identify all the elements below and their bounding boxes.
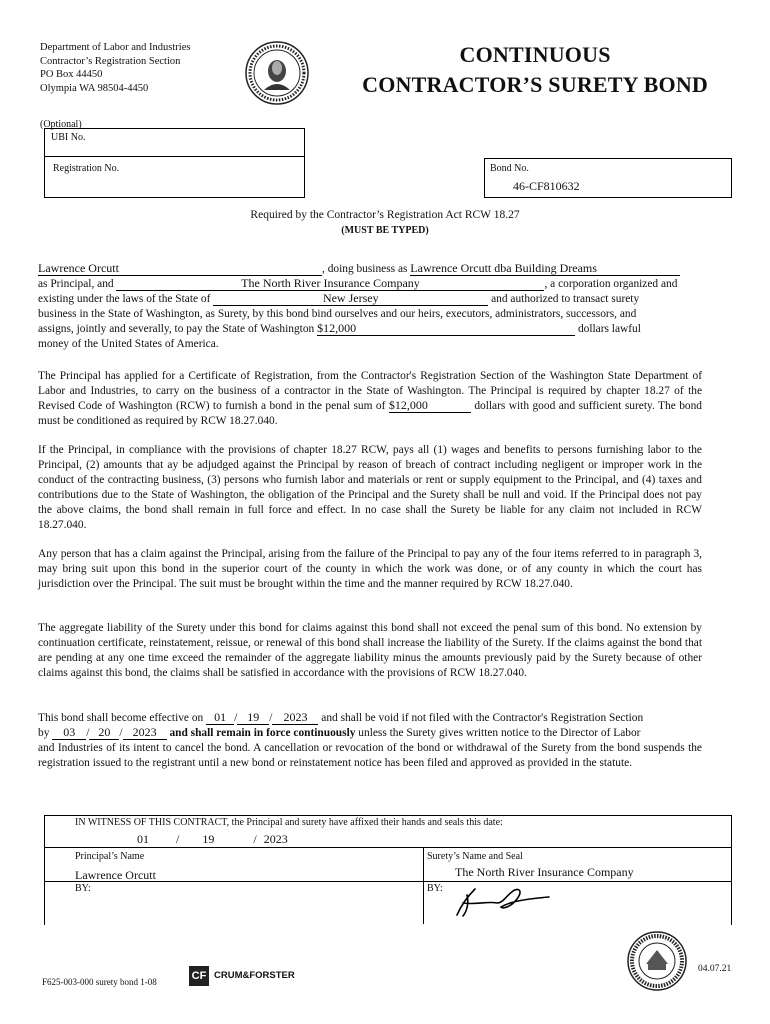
paragraph-application: [38, 369, 702, 429]
bond-number: 46-CF810632: [513, 179, 580, 193]
bond-amount: $12,000: [317, 322, 575, 336]
surety-label: Surety’s Name and Seal: [427, 851, 523, 862]
company-name: CRUM&FORSTER: [214, 970, 295, 981]
id-box: [44, 128, 305, 198]
dba-name: Lawrence Orcutt dba Building Dreams: [410, 262, 680, 276]
authorized-text: and authorized to transact surety: [491, 293, 640, 305]
p1-text-end: dollars with good and sufficient surety. The bond must be conditioned as required by RCW 18.27.040.: [38, 400, 702, 427]
witness-text: IN WITNESS OF THIS CONTRACT, the Principal and surety have affixed their hands and seals this date:: [75, 817, 503, 828]
existing-text: existing under the laws of the State of: [38, 293, 211, 305]
paragraph-conditions: If the Principal, in compliance with the provisions of chapter 18.27 RCW, pays all (1) wages and benefits to persons furnishing labor to the Principal, (2) amounts that ay be adjudged against the Principal by reason of breach of contract including negligent or improper work in the conduct of the contracting business, (3) persons who furnish labor and materials or rent or supply equipment to the Principal, and (4) taxes and contributions due to the State of Washington, the obligation of the Principal and the Surety shall be null and void. If the Principal does not pay the above claims, the bond shall remain in full force and effect. In no case shall the Surety be liable for any claim not included in RCW 18.27.040.: [38, 444, 702, 531]
optional-label: (Optional): [40, 119, 82, 130]
principal-label: Principal’s Name: [75, 851, 145, 862]
principal-signer-name: Lawrence Orcutt: [75, 868, 156, 882]
agency-address: [40, 41, 190, 95]
bond-number-box: [484, 158, 732, 198]
file-by-month: 03: [52, 726, 86, 740]
document-title: [362, 40, 708, 100]
paragraph-effective: This bond shall become effective on 01 / 19 / 2023 and shall be void if not filed with the Contractor's Registration Section by 03 / 20 / 2023 and shall remain in force continuously unless the Surety gives written notice to the Director of Labor and Industries of its intent to cancel the bond. A cancellation or revocation of the bond or withdrawal of the Surety from the bond suspends the registration issued to the registrant until a new bond or reinstatement notice has been filed and approved as provided in the statute.: [38, 710, 702, 769]
effective-year: 2023: [272, 711, 318, 725]
registration-label: Registration No.: [53, 163, 120, 174]
witness-top-rule: [45, 815, 731, 816]
witness-date: 01 / 19 / 2023: [137, 832, 288, 846]
paragraph-claims: Any person that has a claim against the Principal, arising from the failure of the Principal to pay any of the four items referred to in paragraph 3, may bring suit upon this bond in the superior court of the county in which the work was done, or of any county in which the court has jurisdiction over the Principal. The suit must be brought within the time and the manner required by RCW 18.27.040.: [38, 548, 702, 590]
ubi-label: UBI No.: [51, 132, 86, 143]
dollars-lawful-text: dollars lawful: [577, 323, 641, 335]
principal-name-rule: [45, 881, 423, 882]
void-text: and shall be void if not filed with the Contractor's Registration Section: [321, 712, 644, 724]
state-name: New Jersey: [213, 292, 488, 306]
witness-month: 01: [137, 832, 149, 846]
as-principal-text: as Principal, and: [38, 278, 114, 290]
revision-date: 04.07.21: [698, 964, 732, 974]
by-text: by: [38, 727, 50, 739]
paragraph-liability: The aggregate liability of the Surety under this bond for claims against this bond shall not exceed the penal sum of this bond. No extension by continuation certificate, reinstatement, reissue, or renewal of this bond shall increase the liability of the Surety. If the claims against the bond that are pending at any one time exceed the remainder of the aggregate liability minus the amounts previously paid by the Surety because of other claims against this bond, the claims shall be satisfied in accordance with the provisions of RCW 18.27.040.: [38, 622, 702, 679]
surety-signature-icon: [453, 883, 553, 919]
witness-mid-rule: [45, 847, 731, 848]
address-line: Contractor’s Registration Section: [40, 55, 181, 67]
money-text: money of the United States of America.: [38, 338, 219, 350]
address-line: Department of Labor and Industries: [40, 42, 191, 53]
act-requirement: Required by the Contractor’s Registration Act RCW 18.27: [250, 209, 520, 221]
notice-text: unless the Surety gives written notice to the Director of Labor: [358, 727, 641, 739]
title-line-2: CONTRACTOR’S SURETY BOND: [362, 72, 708, 97]
principal-name: Lawrence Orcutt: [38, 262, 322, 276]
parties-paragraph: [38, 262, 702, 352]
surety-signer-name: The North River Insurance Company: [455, 865, 634, 879]
surety-seal-icon: [626, 930, 688, 992]
cancellation-text: and Industries of its intent to cancel the bond. A cancellation or revocation of the bond or withdrawal of the Surety from the bond suspends the registration issued to the registrant until a new bond or reinstatement notice has been filed and approved as provided in the statute.: [38, 742, 702, 769]
p1-text: The Principal has applied for a Certificate of Registration, from the Contractor's Registration Section of the Washington State Department of Labor and Industries, to carry on the business of a contractor in the State of Washington. The Principal is required by chapter 18.27 of the Revised Code of Washington (RCW) to furnish a bond in the penal sum of: [38, 370, 702, 412]
assigns-text: assigns, jointly and severally, to pay the State of Washington: [38, 323, 315, 335]
witness-day: 19: [202, 832, 215, 846]
bond-label: Bond No.: [490, 163, 529, 174]
principal-by-label: BY:: [75, 883, 91, 894]
effective-text: This bond shall become effective on: [38, 712, 204, 724]
surety-by-label: BY:: [427, 883, 443, 894]
title-line-1: CONTINUOUS: [459, 42, 611, 67]
surety-name: The North River Insurance Company: [116, 277, 544, 291]
business-text: business in the State of Washington, as Surety, by this bond bind ourselves and our heirs, executors, administrators, successors, and: [38, 308, 637, 320]
force-continuously-text: and shall remain in force continuously: [169, 727, 356, 739]
effective-month: 01: [206, 711, 234, 725]
witness-year: 2023: [263, 832, 288, 846]
dba-text: , doing business as: [322, 263, 408, 275]
witness-box: [44, 815, 732, 925]
column-divider: [423, 847, 424, 924]
must-be-typed: (MUST BE TYPED): [341, 225, 429, 236]
effective-day: 19: [237, 711, 269, 725]
address-line: Olympia WA 98504-4450: [40, 82, 149, 94]
form-number: F625-003-000 surety bond 1-08: [42, 977, 157, 987]
corp-text: , a corporation organized and: [544, 278, 678, 290]
penal-sum: $12,000: [389, 399, 471, 413]
file-by-day: 20: [89, 726, 119, 740]
address-line: PO Box 44450: [40, 69, 103, 80]
surety-name-rule: [423, 881, 731, 882]
divider: [45, 156, 304, 157]
state-seal-icon: [244, 40, 310, 106]
crum-forster-logo-icon: CF: [189, 966, 209, 986]
file-by-year: 2023: [123, 726, 167, 740]
